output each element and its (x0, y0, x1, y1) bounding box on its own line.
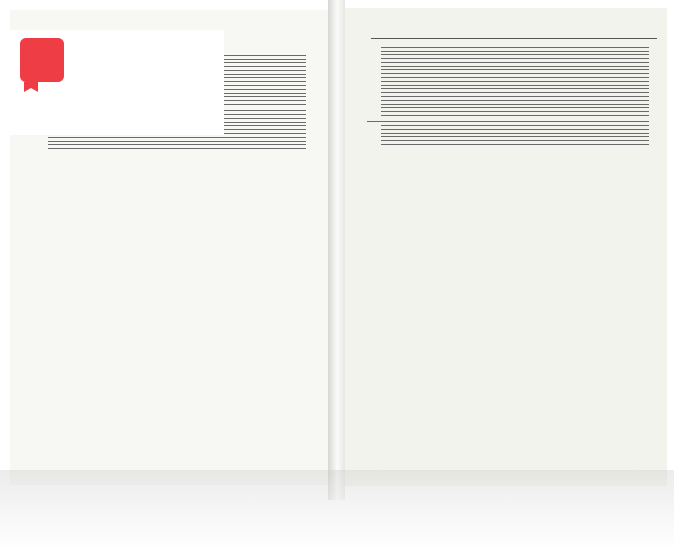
bookmark-ribbon-icon (24, 82, 38, 92)
toc-entry (381, 141, 649, 145)
logo-mark-icon (20, 38, 64, 82)
header-rule (371, 38, 657, 39)
toc-entry (48, 145, 306, 149)
right-page (345, 8, 667, 486)
toc-list-right (381, 44, 649, 145)
bottom-shadow (0, 470, 674, 550)
book-gutter (328, 0, 345, 500)
book24-logo (0, 30, 224, 135)
